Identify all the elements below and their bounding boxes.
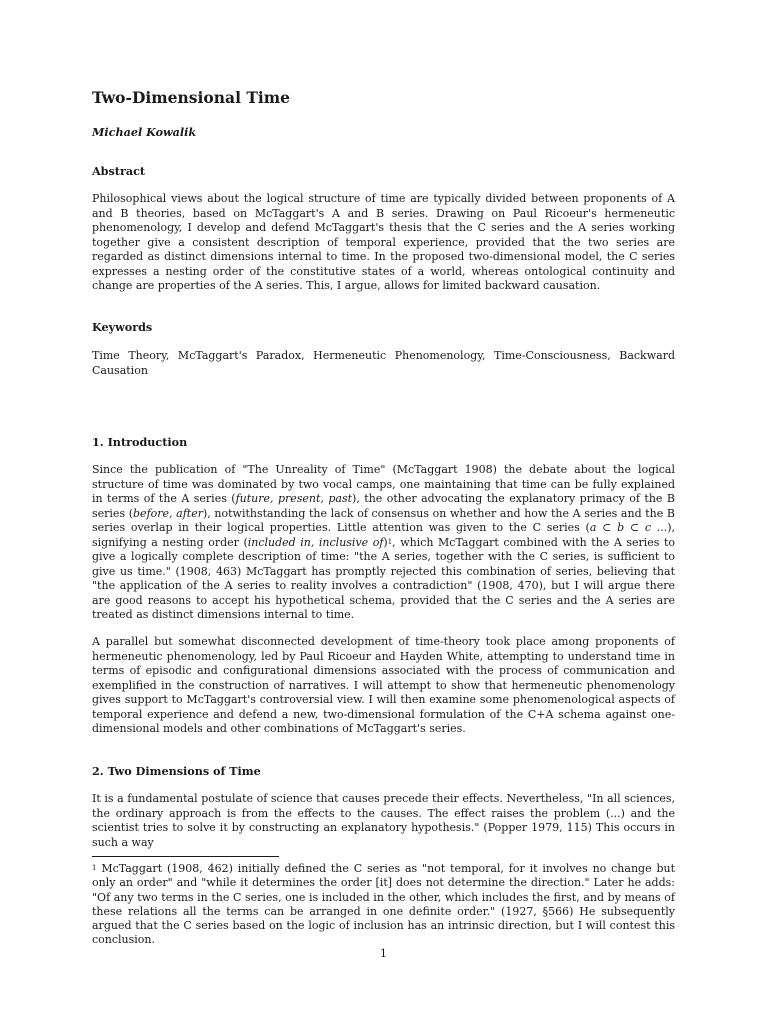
section-heading-introduction: 1. Introduction — [92, 435, 188, 449]
footnote-divider — [92, 856, 279, 857]
page-number: 1 — [380, 947, 387, 960]
abstract-text: Philosophical views about the logical structure of time are typically divided between proponents of A and B theories, based on McTaggart's A and B series. Drawing on Paul Ricoeur's hermeneutic phenomenology, I develop and defend McTaggart's thesis that the C series and the A series working together give a consistent description of temporal experience, provided that the two series are regarded as distinct dimensions internal to time. In the proposed two-dimensional model, the C series expresses a nesting order of the constitutive states of a world, whereas ontological continuity and change are properties of the A series. This, I argue, allows for limited backward causation. — [92, 192, 675, 292]
introduction-paragraph-1: Since the publication of "The Unreality of Time" (McTaggart 1908) the debate about the logical structure of time was dominated by two vocal camps, one maintaining that time can be fully explained in terms of the A series (future, present, past), the other advocating the explanatory primacy of the B series (before, after), notwithstanding the lack of consensus on whether and how the A series and the B series overlap in their logical properties. Little attention was given to the C series (a ⊂ b ⊂ c ...), signifying a nesting order (included in, inclusive of)$^1$, which McTaggart combined with the A series to give a logically complete description of time: "the A series, together with the C series, is sufficient to give us time." (1908, 463) McTaggart has promptly rejected this combination of series, believing that "the application of the A series to reality involves a contradiction" (1908, 470), but I will argue there are good reasons to accept his hypothetical schema, provided that the C series and the A series are treated as distinct dimensions internal to time. — [92, 463, 675, 621]
abstract-heading: Abstract — [92, 164, 146, 178]
author-name: Michael Kowalik — [92, 125, 197, 139]
keywords-heading: Keywords — [92, 320, 153, 334]
paper-title: Two-Dimensional Time — [92, 88, 291, 107]
introduction-paragraph-2: A parallel but somewhat disconnected development of time-theory took place among proponents of hermeneutic phenomenology, led by Paul Ricoeur and Hayden White, attempting to understand time in terms of episodic and configurational dimensions associated with the process of communication and exemplified in the construction of narratives. I will attempt to show that hermeneutic phenomenology gives support to McTaggart's controversial view. I will then examine some phenomenological aspects of temporal experience and defend a new, two-dimensional formulation of the C+A schema against one-dimensional models and other combinations of McTaggart's series. — [92, 635, 675, 735]
keywords-text: Time Theory, McTaggart's Paradox, Hermeneutic Phenomenology, Time-Consciousness, Backward Causation — [92, 349, 675, 377]
section2-paragraph-1: It is a fundamental postulate of science that causes precede their effects. Nevertheless, "In all sciences, the ordinary approach is from the effects to the causes. The effect raises the problem (...) and the scientist tries to solve it by constructing an explanatory hypothesis." (Popper 1979, 115) This occurs in such a way — [92, 792, 675, 849]
section-heading-two-dimensions: 2. Two Dimensions of Time — [92, 764, 261, 778]
footnote-1: $^1$ McTaggart (1908, 462) initially defined the C series as "not temporal, for it involves no change but only an order" and "while it determines the order [it] does not determine the direction." Later he adds: "Of any two terms in the C series, one is included in the other, which includes the first, and by means of these relations all the terms can be arranged in one definite order." (1927, §566) He subsequently argued that the C series based on the logic of inclusion has an intrinsic direction, but I will contest this conclusion. — [92, 862, 675, 947]
footnote-reference[interactable]: 1 — [387, 537, 393, 546]
footnote-marker: 1 — [92, 864, 97, 872]
